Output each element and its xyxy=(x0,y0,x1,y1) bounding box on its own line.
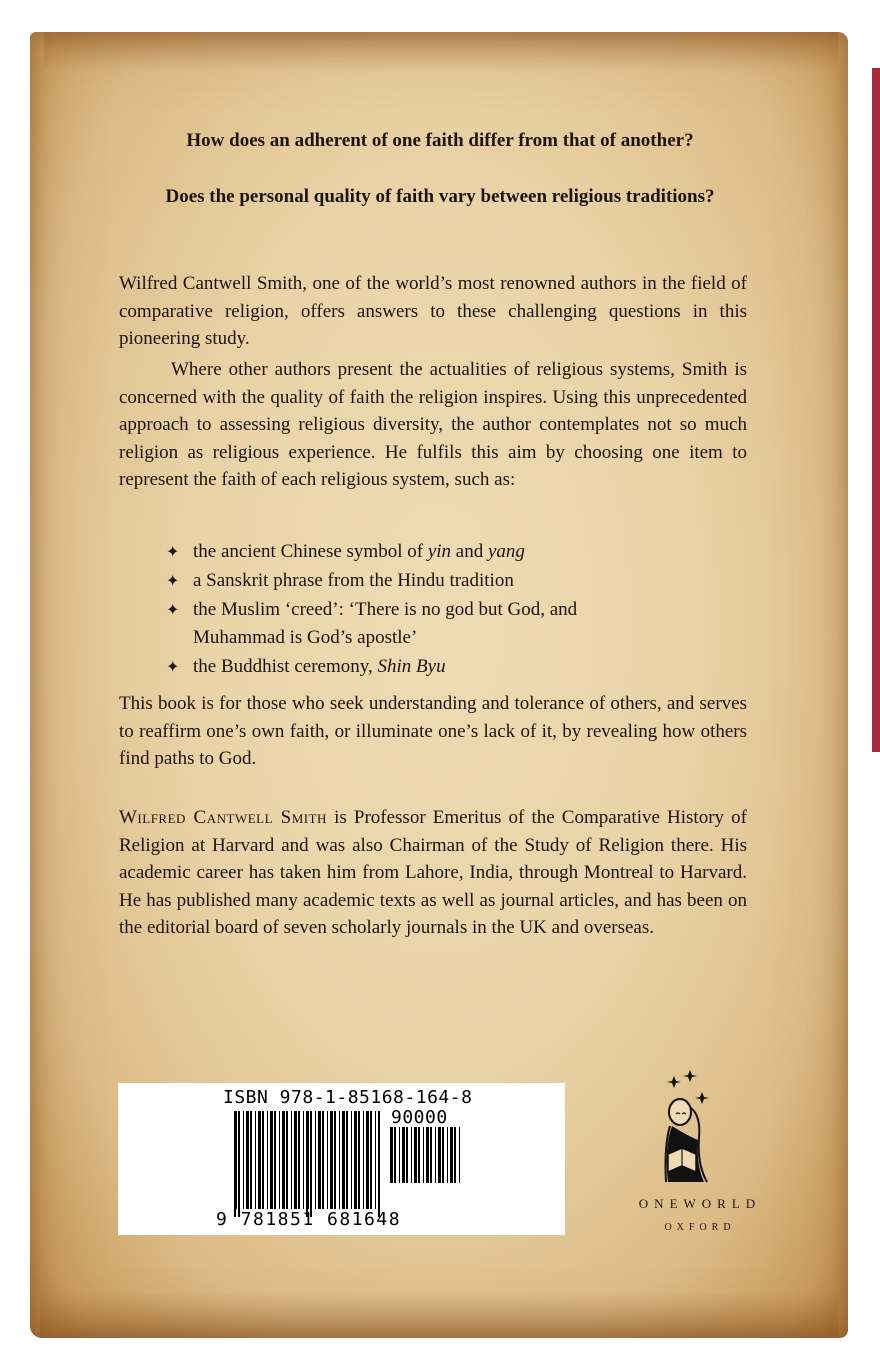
spine-accent-strip xyxy=(872,68,880,752)
isbn-label: ISBN 978-1-85168-164-8 xyxy=(223,1087,473,1108)
question-2: Does the personal quality of faith vary between religious traditions? xyxy=(165,186,715,207)
list-item: ✦ a Sanskrit phrase from the Hindu tradition xyxy=(166,567,766,595)
list-item: ✦ the Muslim ‘creed’: ‘There is no god but God, and Muhammad is God’s apostle’ xyxy=(166,596,633,651)
reading-figure-icon xyxy=(650,1068,750,1188)
price-code-label: 90000 xyxy=(391,1107,448,1128)
four-point-star-icon: ✦ xyxy=(166,571,180,590)
blurb-paragraph-1: Wilfred Cantwell Smith, one of the world’s most renowned authors in the field of comparative religion, offers answers to these challenging questions in this pioneering study. xyxy=(119,273,747,349)
blurb-paragraph-3: This book is for those who seek understanding and tolerance of others, and serves to reaffirm one’s own faith, or illuminate one’s lack of it, by revealing how others find paths to God. xyxy=(119,693,747,769)
barcode-panel xyxy=(118,1083,565,1235)
faith-items-list xyxy=(166,538,766,682)
author-bio xyxy=(119,804,747,942)
publisher-city: OXFORD xyxy=(664,1222,736,1233)
publisher-name: ONEWORLD xyxy=(638,1196,762,1211)
question-1: How does an adherent of one faith differ from that of another? xyxy=(186,130,694,151)
list-item: ✦ the ancient Chinese symbol of yin and yang xyxy=(166,538,766,566)
ean-number: 9 781851 681648 xyxy=(216,1209,402,1230)
four-point-star-icon: ✦ xyxy=(166,542,180,561)
four-point-star-icon: ✦ xyxy=(166,600,180,619)
list-item: ✦ the Buddhist ceremony, Shin Byu xyxy=(166,653,766,681)
blurb-paragraph-2: Where other authors present the actualities of religious systems, Smith is concerned with the quality of faith the religion inspires. Using this unprecedented approach to assessing religious diversity, the author contemplates not so much religion as religious experience. He fulfils this aim by choosing one item to represent the faith of each religious system, such as: xyxy=(119,359,747,490)
author-name: Wilfred Cantwell Smith xyxy=(119,807,327,828)
four-point-star-icon: ✦ xyxy=(166,656,180,676)
author-bio-text: is Professor Emeritus of the Comparative History of Religion at Harvard and was also Chairman of the Study of Religion there. His academic career has taken him from Lahore, India, through Montreal to Harvard. He has published many academic texts as well as journal articles, and has been on the editorial board of seven scholarly journals in the UK and overseas. xyxy=(119,807,747,938)
